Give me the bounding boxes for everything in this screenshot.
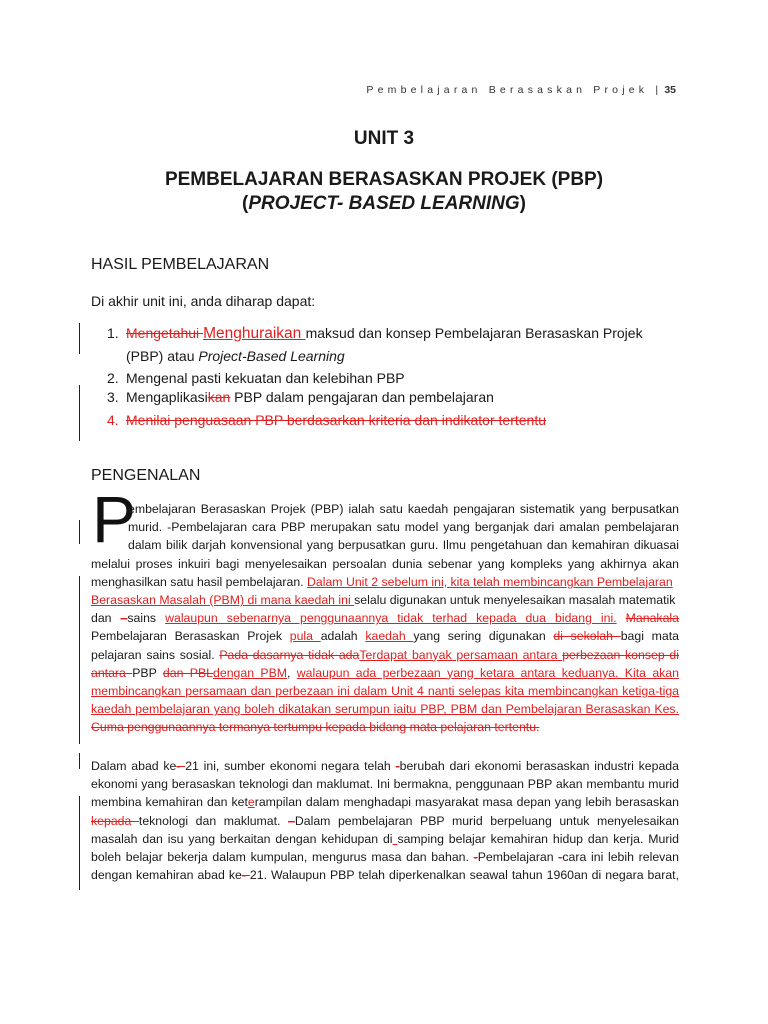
intro-heading: PENGENALAN — [91, 467, 201, 484]
paragraph-line: dalam bilik darjah konvensional yang berpusatkan guru. Ilmu pengetahuan dan kemahiran dikuasai — [128, 538, 679, 553]
item-text: maksud dan konsep Pembelajaran Berasaskan Projek — [305, 325, 643, 341]
running-header — [366, 84, 676, 96]
tracked-deletion: dan PBL — [162, 665, 214, 680]
tracked-deletion: Menilai penguasaan PBP berdasarkan kriteria dan indikator tertentu — [126, 412, 546, 428]
tracked-insertion: e — [247, 795, 255, 810]
paragraph-line: murid. -Pembelajaran cara PBP merupakan satu model yang berganjak dari amalan pembelajaran — [128, 520, 679, 535]
text-run: Dalam abad ke — [91, 759, 177, 773]
paragraph-line — [91, 830, 679, 848]
paragraph-line — [91, 848, 679, 866]
change-bar — [79, 796, 80, 890]
tracked-deletion: - — [473, 850, 478, 865]
change-bar — [79, 385, 80, 441]
intro-paragraph — [91, 500, 679, 737]
tracked-deletion: perbezaan konsep di — [562, 647, 679, 662]
text-run: 21 ini, sumber ekonomi negara telah — [185, 759, 396, 773]
unit-subtitle — [0, 193, 768, 215]
paragraph-line: membincangkan persamaan dan perbezaan ini dalam Unit 4 nanti selepas kita membincangkan ketiga-tiga — [91, 684, 679, 699]
text-run: membina kemahiran dan ket — [91, 795, 248, 810]
paragraph-line — [91, 573, 679, 591]
item-text: Mengenal pasti kekuatan dan kelebihan PBP — [126, 370, 405, 386]
text-run: boleh belajar bekerja dalam kumpulan, mengurus masa dan bahan. — [91, 850, 474, 865]
item-number: 3. — [107, 389, 119, 405]
paragraph-line: Cuma penggunaannya termanya tertumpu kepada bidang mata pelajaran tertentu. — [91, 720, 540, 735]
outcomes-heading: HASIL PEMBELAJARAN — [91, 256, 270, 273]
paragraph-line — [91, 757, 679, 775]
text-run: Pembelajaran Berasaskan Projek — [91, 629, 290, 644]
running-title: Pembelajaran Berasaskan Projek — [366, 84, 649, 96]
paragraph-line — [91, 866, 679, 884]
item-text: Mengaplikasi — [126, 389, 208, 405]
text-run — [617, 611, 626, 625]
text-run: di mana kaedah ini — [244, 593, 355, 608]
tracked-deletion: kan — [207, 389, 231, 405]
subtitle-close-paren: ) — [519, 193, 526, 214]
drop-cap: P — [92, 482, 137, 556]
page-number: 35 — [664, 84, 676, 96]
outcomes-intro: Di akhir unit ini, anda diharap dapat: — [91, 293, 316, 309]
tracked-deletion: antara — [91, 665, 133, 680]
tracked-deletion: kepada — [91, 813, 139, 828]
outcome-item-4 — [107, 410, 546, 430]
paragraph-line — [91, 664, 679, 682]
change-bar — [79, 520, 80, 544]
paragraph-line — [91, 646, 679, 664]
tracked-insertion: walaupun sebenarnya penggunaannya tidak terhad kepada dua bidang ini. — [165, 611, 617, 626]
tracked-deletion: - — [395, 759, 400, 773]
tracked-insertion: Menghuraikan — [203, 325, 306, 342]
text-run: bagi mata — [620, 629, 679, 644]
unit-title: PEMBELAJARAN BERASASKAN PROJEK (PBP) — [164, 169, 604, 190]
text-run: masalah dan isu yang berkaitan dengan kehidupan di — [91, 831, 393, 846]
item-text: (PBP) atau — [126, 348, 199, 364]
text-run: berubah dari ekonomi berasaskan industri kepada — [399, 759, 679, 773]
text-run: Dalam pembelajaran PBP murid berpeluang untuk menyelesaikan — [294, 813, 680, 828]
item-number: 1. — [107, 325, 119, 341]
header-separator: | — [655, 84, 663, 96]
paragraph-line: ekonomi yang berasaskan teknologi dan maklumat. Ini bermakna, penggunaan PBP akan membantu murid — [91, 777, 679, 792]
item-text: PBP dalam pengajaran dan pembelajaran — [230, 389, 494, 405]
text-run: rampilan dalam menghadapi masyarakat masa depan yang lebih berasaskan — [254, 795, 679, 810]
outcome-item-3 — [107, 387, 494, 407]
subtitle-italic: PROJECT- BASED LEARNING — [248, 193, 520, 214]
paragraph-line — [91, 609, 679, 627]
text-run: PBP — [132, 665, 163, 680]
paragraph-line: melalui proses inkuiri bagi menyelesaikan persoalan dunia sebenar yang kompleks yang akhirnya akan — [91, 556, 679, 571]
text-run: selalu digunakan untuk menyelesaikan masalah matematik — [354, 593, 676, 608]
item-number: 4. — [107, 412, 119, 428]
paragraph-line — [91, 591, 679, 609]
text-run: menghasilkan satu hasil pembelajaran. — [91, 574, 308, 589]
text-run: adalah — [320, 629, 366, 644]
paragraph-line: kaedah pembelajaran yang boleh dikatakan serumpun iaitu PBP, PBM dan Pembelajaran Berasaskan Kes. — [91, 702, 679, 717]
tracked-deletion: Pada dasarnya tidak ada — [219, 647, 360, 662]
item-number: 2. — [107, 370, 119, 386]
text-run: pelajaran sains sosial. — [91, 647, 220, 662]
text-run: samping belajar kemahiran hidup dan kerja. Murid — [397, 831, 679, 846]
body-paragraph — [91, 757, 679, 884]
outcome-item-1 — [107, 323, 643, 344]
text-run: dan — [91, 611, 121, 626]
tracked-deletion: Manakala — [625, 611, 679, 626]
tracked-insertion: walaupun ada perbezaan yang ketara antara keduanya. Kita akan — [296, 665, 679, 680]
subtitle-open-paren: ( — [242, 193, 249, 214]
text-run: 21. Walaupun PBP telah diperkenalkan seawal tahun 1960an di negara barat, — [249, 868, 679, 883]
outcome-item-1-cont — [126, 346, 345, 366]
tracked-insertion: kaedah — [365, 629, 414, 644]
tracked-deletion: - — [176, 759, 186, 773]
tracked-deletion: di sekolah — [553, 629, 621, 644]
unit-label: UNIT 3 — [353, 128, 415, 149]
text-run: Pembelajaran — [477, 850, 559, 865]
text-run: yang sering digunakan — [413, 629, 554, 644]
item-text-italic: Project-Based Learning — [198, 348, 345, 364]
text-run: teknologi dan maklumat. — [138, 813, 289, 828]
tracked-deletion: – — [120, 611, 128, 626]
change-bar — [79, 323, 80, 354]
change-bar — [79, 576, 80, 744]
paragraph-line: embelajaran Berasaskan Projek (PBP) ialah satu kaedah pengajaran sistematik yang berpusatkan — [128, 502, 679, 516]
tracked-deletion: – — [288, 813, 295, 828]
paragraph-line — [91, 793, 679, 811]
text-run: cara ini lebih relevan — [562, 850, 679, 865]
tracked-insertion: Terdapat banyak persamaan antara — [359, 647, 563, 662]
tracked-deletion: Mengetahui — [126, 325, 204, 341]
outcome-item-2 — [107, 368, 405, 388]
paragraph-line — [91, 812, 679, 830]
text-run: sains — [127, 611, 166, 626]
tracked-deletion: - — [558, 850, 563, 865]
paragraph-line — [91, 627, 679, 645]
text-run: dengan kemahiran abad ke — [91, 868, 242, 883]
tracked-insertion: pula — [289, 629, 321, 644]
tracked-insertion: Dalam Unit 2 sebelum ini, kita telah membincangkan Pembelajaran — [307, 574, 673, 589]
tracked-deletion: - — [241, 868, 250, 883]
tracked-insertion: dengan PBM — [213, 665, 288, 680]
text-run: , — [287, 665, 297, 680]
tracked-insertion: Berasaskan Masalah (PBM) — [91, 593, 245, 608]
change-bar — [79, 753, 80, 769]
